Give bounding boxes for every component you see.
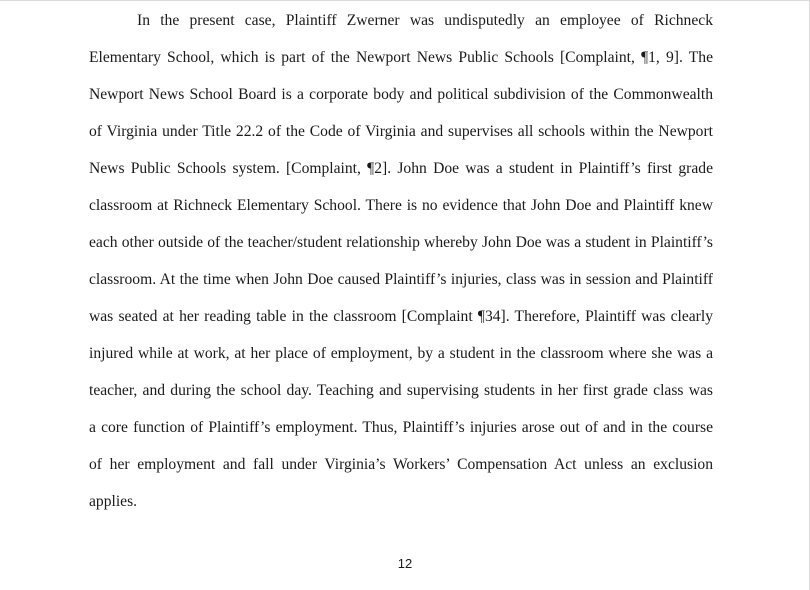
paragraph-line: Newport News School Board is a corporate body and political subdivision of the Commonwealth [89,86,713,103]
page-number: 12 [397,556,413,571]
paragraph-line: each other outside of the teacher/student relationship whereby John Doe was a student in Plaintiff’s [89,234,713,251]
paragraph-line: of Virginia under Title 22.2 of the Code of Virginia and supervises all schools within the Newport [89,123,713,140]
paragraph-line: teacher, and during the school day. Teaching and supervising students in her first grade class was [89,382,713,399]
paragraph-line: was seated at her reading table in the classroom [Complaint ¶34]. Therefore, Plaintiff was clearly [89,308,713,325]
paragraph-line: Elementary School, which is part of the Newport News Public Schools [Complaint, ¶1, 9]. The [89,49,713,66]
paragraph-line: classroom. At the time when John Doe caused Plaintiff’s injuries, class was in session and Plaintiff [89,271,713,288]
paragraph-line: News Public Schools system. [Complaint, ¶2]. John Doe was a student in Plaintiff’s first grade [89,160,713,177]
paragraph-line: classroom at Richneck Elementary School. There is no evidence that John Doe and Plaintiff knew [89,197,713,214]
page-top-border [0,0,809,1]
paragraph-line: of her employment and fall under Virginia’s Workers’ Compensation Act unless an exclusion [89,456,713,473]
paragraph-line: a core function of Plaintiff’s employment. Thus, Plaintiff’s injuries arose out of and in the course [89,419,713,436]
body-paragraph [89,2,713,520]
paragraph-line: injured while at work, at her place of employment, by a student in the classroom where she was a [89,345,713,362]
paragraph-line: In the present case, Plaintiff Zwerner was undisputedly an employee of Richneck [137,12,713,29]
paragraph-line: applies. [89,493,138,510]
